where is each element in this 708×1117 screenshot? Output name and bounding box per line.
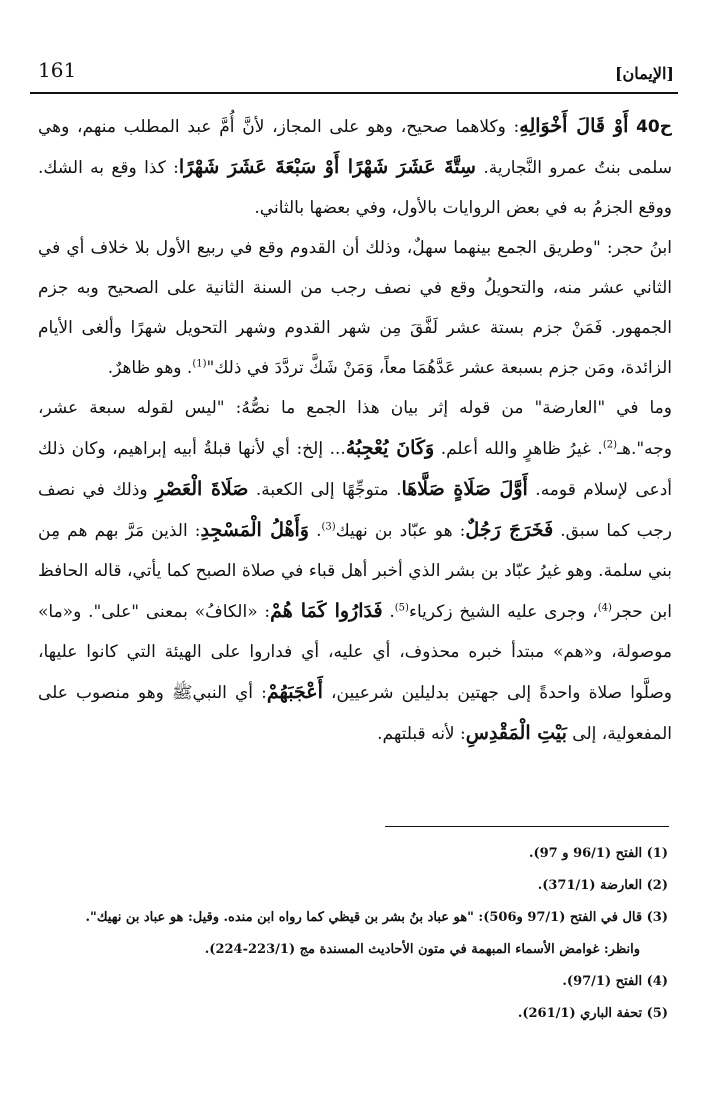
commentary-text: : هو عبّاد بن نهيك bbox=[335, 521, 466, 541]
page-number: 161 bbox=[38, 58, 77, 82]
commentary-text: . bbox=[382, 602, 395, 622]
commentary-text: : كذا وقع به الشك. ووقع الجزمُ به في بعض الروايات بالأول، وفي بعضها بالثاني. bbox=[38, 158, 672, 218]
paragraph bbox=[38, 388, 672, 754]
footnote-text: تحفة الباري (261/1). bbox=[517, 1006, 643, 1021]
quoted-phrase: فَخَرَجَ رَجُلٌ bbox=[465, 519, 554, 541]
commentary-text: ، وجرى عليه الشيخ زكرياء bbox=[408, 602, 598, 622]
commentary-text: وذلك في نصف رجب كما سبق. bbox=[38, 480, 672, 541]
footnote-text: قال في الفتح (97/1 و506): "هو عباد بنُ بشر بن قيظي كما رواه ابن منده. وقيل: هو عباد بن نهيك". bbox=[85, 910, 643, 925]
footnote-number: (2) bbox=[646, 878, 668, 893]
footnote bbox=[38, 966, 668, 998]
footnote-ref: (3) bbox=[321, 521, 336, 533]
quoted-phrase: صَلَاةَ الْعَصْرِ bbox=[155, 478, 249, 500]
footnote-text: العارضة (371/1). bbox=[537, 878, 643, 893]
quoted-phrase: بَيْتِ الْمَقْدِسِ bbox=[465, 722, 567, 744]
footnote-text: الفتح (96/1 و 97). bbox=[528, 846, 643, 861]
footnote bbox=[38, 902, 668, 934]
commentary-text: . متوجِّهًا إلى الكعبة. bbox=[248, 480, 402, 500]
footnote-separator bbox=[385, 826, 669, 827]
footnote-number: (4) bbox=[646, 974, 668, 989]
footnote bbox=[38, 870, 668, 902]
footnote-number: (1) bbox=[646, 846, 668, 861]
paragraph bbox=[38, 106, 672, 228]
footnote-ref: (4) bbox=[597, 602, 612, 614]
footnote-number: (3) bbox=[646, 910, 668, 925]
quoted-phrase: أَعْجَبَهُمْ bbox=[266, 681, 323, 703]
footnote-text: الفتح (97/1). bbox=[562, 974, 643, 989]
footnote-ref: (5) bbox=[394, 602, 409, 614]
commentary-text: : الذين مَرَّ بهم هم مِن بني سلمة. وهو غيرُ عبّاد بن بشر الذي أخبر أهل قباء في صلاة الصبح كما يأتي، قاله الحافظ ابن حجر bbox=[38, 521, 672, 622]
footnote-ref: (2) bbox=[602, 439, 617, 451]
footnote-number: (5) bbox=[646, 1006, 668, 1021]
footnote bbox=[38, 998, 668, 1030]
commentary-text: ... إلخ: أي لأنها قبلةُ أبيه إبراهيم، وكان ذلك أدعى لإسلام قومه. bbox=[38, 439, 672, 500]
footnote-continuation: وانظر: غوامض الأسماء المبهمة في متون الأحاديث المسندة مج (223/1-224). bbox=[204, 942, 640, 957]
commentary-text: : وكلاهما صحيح، وهو على المجاز، لأنَّ أُمَّ عبد المطلب منهم، وهي سلمى بنتُ عمرو النَّجارية. bbox=[38, 117, 672, 178]
commentary-text: : «الكافُ» بمعنى "على". و«ما» موصولة، و«هم» مبتدأ خبره محذوف، أي عليه، أي فداروا على الهيئة التي كانوا عليها، وصلَّوا صلاة واحدةً إلى جهتين بدليلين شرعيين، bbox=[38, 602, 672, 703]
footnote-ref: (1) bbox=[192, 358, 207, 370]
commentary-body bbox=[38, 106, 672, 754]
commentary-text: : لأنه قبلتهم. bbox=[377, 724, 466, 744]
commentary-text: وما في "العارضة" من قوله إثر بيان هذا الجمع ما نصُّهُ: "ليس لقوله سبعة عشر، وجه".هـ bbox=[38, 398, 673, 459]
commentary-text: ابنُ حجر: "وطريق الجمع بينهما سهلٌ، وذلك أن القدوم وقع في ربيع الأول بلا خلاف أي في الثاني عشر منه، والتحويلُ وقع في نصف رجب من السنة الثانية على الصحيح وبه جزم الجمهور. فَمَنْ جزم بستة عشر لَفَّقَ مِن شهر القدوم وشهر التحويل شهرًا وألغى الأيام الزائدة، ومَن جزم بسبعة عشر عَدَّهُمَا معاً، وَمَنْ شَكَّ تردَّدَ في ذلك" bbox=[38, 238, 672, 378]
hadith-number: ح40 bbox=[636, 117, 673, 137]
paragraph bbox=[38, 228, 672, 388]
footnote bbox=[38, 838, 668, 870]
quoted-phrase: أَوَّلَ صَلَاةٍ صَلَّاهَا bbox=[401, 478, 528, 500]
quoted-phrase: فَدَارُوا كَمَا هُمْ bbox=[270, 600, 383, 622]
quoted-phrase: وَكَانَ يُعْجِبُهُ bbox=[345, 437, 435, 459]
section-title: [الإيمان] bbox=[614, 64, 674, 83]
page-header bbox=[30, 58, 678, 98]
header-rule bbox=[30, 92, 678, 94]
quoted-phrase: سِتَّةَ عَشَرَ شَهْرًا أَوْ سَبْعَةَ عَشَرَ شَهْرًا bbox=[178, 156, 476, 178]
commentary-text: . bbox=[308, 521, 322, 541]
commentary-text: : أي النبيﷺ وهو منصوب على المفعولية، إلى bbox=[38, 683, 672, 744]
commentary-text: . غيرُ ظاهرٍ والله أعلم. bbox=[434, 439, 603, 459]
quoted-phrase: أَوْ قَالَ أَخْوَالِهِ bbox=[519, 115, 629, 137]
quoted-phrase: وَأَهْلُ الْمَسْجِدِ bbox=[200, 519, 309, 541]
commentary-text: . وهو ظاهرٌ. bbox=[107, 358, 193, 378]
footnotes bbox=[38, 838, 668, 1030]
